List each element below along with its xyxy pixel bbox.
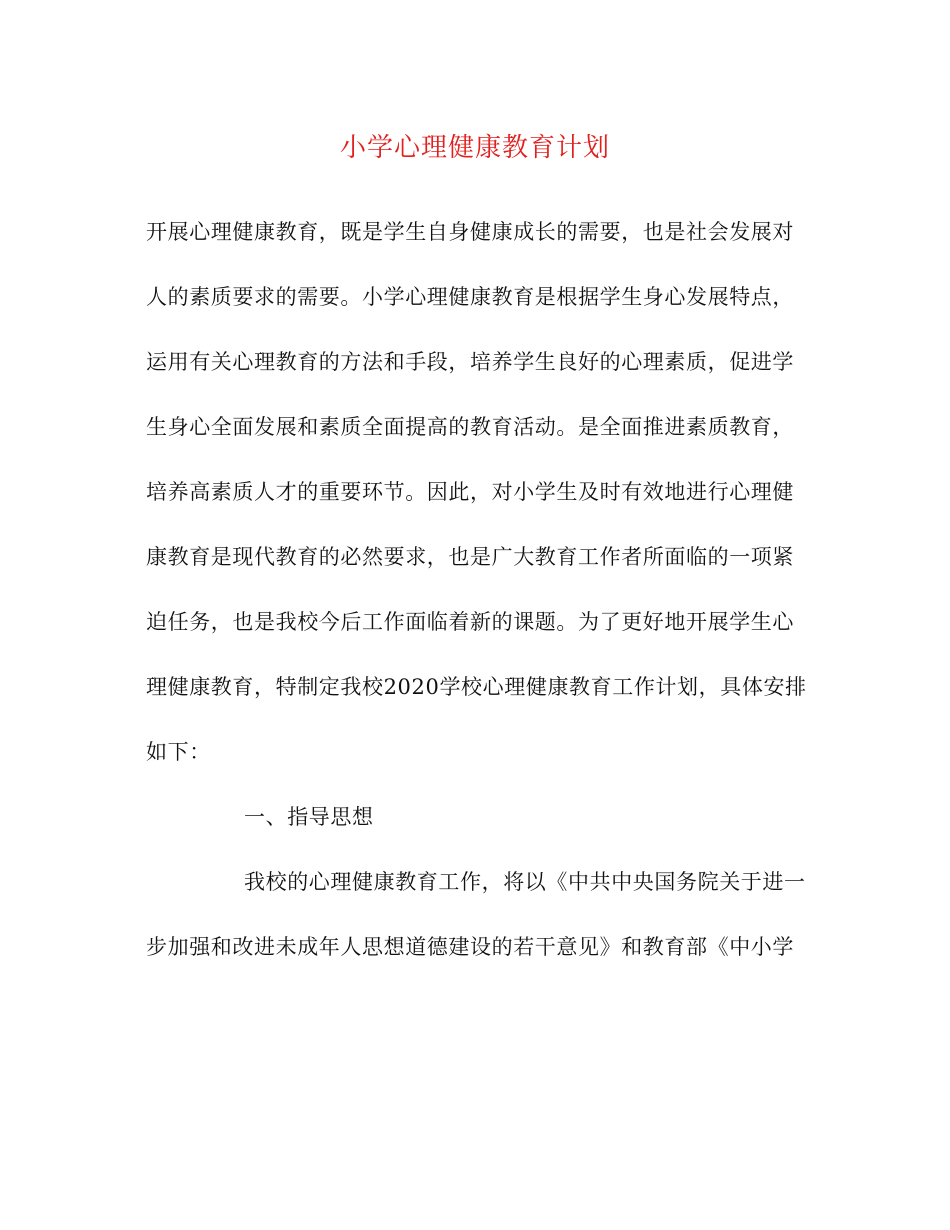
body-line-12: 步加强和改进未成年人思想道德建设的若干意见》和教育部《中小学 (146, 935, 794, 959)
body-line-6: 康教育是现代教育的必然要求，也是广大教育工作者所面临的一项紧 (146, 545, 794, 569)
document-body (146, 212, 810, 992)
section-heading-guiding-ideology: 一、指导思想 (244, 805, 374, 829)
document-title: 小学心理健康教育计划 (339, 133, 610, 163)
body-line-5: 培养高素质人才的重要环节。因此，对小学生及时有效地进行心理健 (146, 480, 794, 504)
body-line-1: 开展心理健康教育，既是学生自身健康成长的需要，也是社会发展对 (146, 220, 794, 244)
body-line-2: 人的素质要求的需要。小学心理健康教育是根据学生身心发展特点， (146, 285, 794, 309)
body-line-8: 理健康教育，特制定我校2020学校心理健康教育工作计划，具体安排 (146, 675, 807, 699)
body-line-4: 生身心全面发展和素质全面提高的教育活动。是全面推进素质教育， (146, 415, 794, 439)
body-line-9: 如下： (146, 740, 211, 764)
body-line-3: 运用有关心理教育的方法和手段，培养学生良好的心理素质，促进学 (146, 350, 794, 374)
body-line-7: 迫任务，也是我校今后工作面临着新的课题。为了更好地开展学生心 (146, 610, 794, 634)
body-line-11: 我校的心理健康教育工作，将以《中共中央国务院关于进一 (244, 870, 806, 894)
